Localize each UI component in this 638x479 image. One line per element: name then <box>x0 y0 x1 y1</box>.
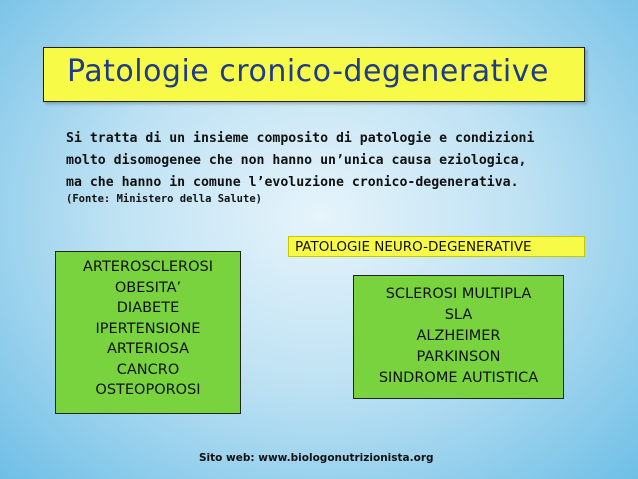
slide-title: Patologie cronico-degenerative <box>67 54 549 89</box>
list-item: SLA <box>444 307 473 323</box>
list-item: ARTERIOSA <box>106 341 190 357</box>
list-item: CANCRO <box>116 361 180 378</box>
list-item: OBESITA’ <box>114 279 182 296</box>
neuro-diseases-box <box>353 275 564 399</box>
intro-line: molto disomogenee che non hanno un’unica causa eziologica, <box>66 153 527 168</box>
list-item: OSTEOPOROSI <box>95 382 201 398</box>
intro-line: ma che hanno in comune l’evoluzione cronico-degenerativa. <box>66 175 519 190</box>
chronic-diseases-box <box>55 251 241 414</box>
list-item: SINDROME AUTISTICA <box>378 370 539 386</box>
source-note: (Fonte: Ministero della Salute) <box>66 193 262 205</box>
list-item: SCLEROSI MULTIPLA <box>385 286 532 302</box>
list-item: DIABETE <box>116 300 180 316</box>
intro-paragraph <box>66 128 596 194</box>
list-item: ALZHEIMER <box>416 328 501 344</box>
intro-line: Si tratta di un insieme composito di patologie e condizioni <box>66 131 535 146</box>
footer-website: Sito web: www.biologonutrizionista.org <box>199 452 434 464</box>
list-item: ARTEROSCLEROSI <box>83 259 213 275</box>
list-item: IPERTENSIONE <box>95 320 201 337</box>
neuro-degenerative-header: PATOLOGIE NEURO-DEGENERATIVE <box>288 236 585 257</box>
list-item: PARKINSON <box>416 349 501 365</box>
